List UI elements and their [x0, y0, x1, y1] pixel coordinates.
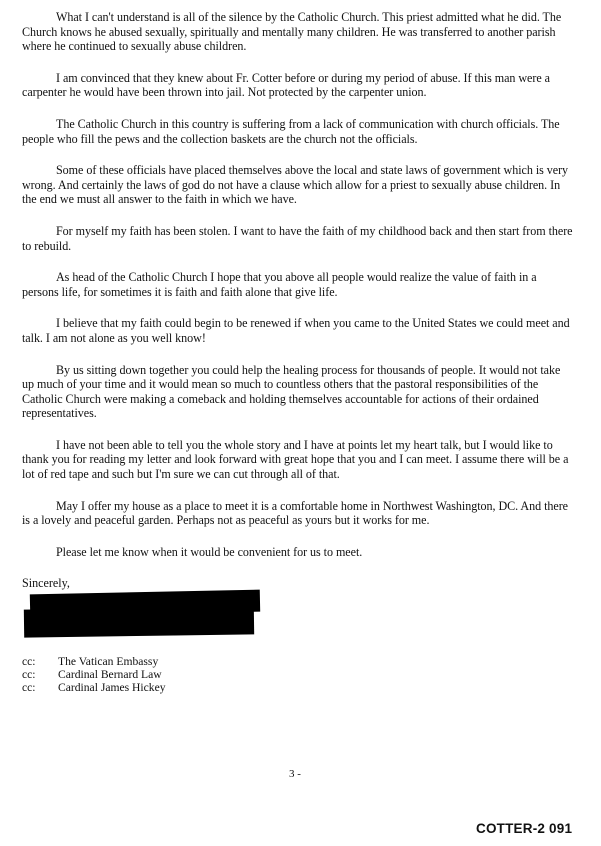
paragraph-11: Please let me know when it would be convenient for us to meet.: [56, 544, 363, 559]
paragraph-3: The Catholic Church in this country is suffering from a lack of communication with church officials. The people who fill the pews and the collection baskets are the church not the officials.: [22, 116, 560, 146]
paragraph-8: By us sitting down together you could help the healing process for thousands of people. It would not take up much of your time and it would mean so much to countless others that the pastoral responsibilities of the Catholic Church were making a comeback and holding themselves accountable for actions of their ordained representatives.: [22, 362, 561, 421]
paragraph-2: I am convinced that they knew about Fr. Cotter before or during my period of abuse. If this man were a carpenter he would have been thrown into jail. Not protected by the carpenter union.: [22, 70, 550, 100]
cc-list: [22, 655, 166, 694]
paragraph-6: As head of the Catholic Church I hope that you above all people would realize the value of faith in a persons life, for sometimes it is faith and faith alone that give life.: [22, 270, 537, 299]
page-number: 3 -: [289, 768, 301, 780]
cc-row: [22, 655, 166, 668]
paragraph-1: What I can't understand is all of the silence by the Catholic Church. This priest admitted what he did. The Church knows he abused sexually, spiritually and mentally many children. He was transferred to another parish where he continued to sexually abuse children.: [22, 10, 562, 54]
paragraph-7: I believe that my faith could begin to be renewed if when you came to the United States we could meet and talk. I am not alone as you well know!: [22, 316, 570, 345]
paragraph-9: I have not been able to tell you the whole story and I have at points let my heart talk, but I would like to thank you for reading my letter and look forward with great hope that you and I can meet. I assume there will be a lot of red tape and such but I'm sure we can cut through all of that.: [22, 437, 569, 482]
letter-body: [22, 10, 574, 591]
closing-sincerely: Sincerely,: [22, 576, 70, 591]
bates-stamp: COTTER-2 091: [476, 821, 573, 836]
cc-recipient: The Vatican Embassy: [58, 655, 159, 668]
paragraph-4: Some of these officials have placed themselves above the local and state laws of government which is very wrong. And certainly the laws of god do not have a clause which allow for a priest to sexually abuse children. In the end we must all answer to the faith in which we have.: [22, 163, 569, 207]
redacted-name-block: [24, 606, 254, 637]
cc-label: cc:: [22, 668, 36, 681]
cc-label: cc:: [22, 655, 36, 668]
cc-row: [22, 681, 166, 694]
cc-recipient: Cardinal Bernard Law: [58, 668, 162, 681]
paragraph-10: May I offer my house as a place to meet it is a comfortable home in Northwest Washington, DC. And there is a lovely and peaceful garden. Perhaps not as peaceful as yours but it works for me.: [22, 498, 568, 528]
cc-recipient: Cardinal James Hickey: [58, 681, 166, 694]
cc-row: [22, 668, 166, 681]
paragraph-5: For myself my faith has been stolen. I want to have the faith of my childhood back and then start from there to rebuild.: [22, 223, 573, 253]
cc-label: cc:: [22, 681, 36, 694]
